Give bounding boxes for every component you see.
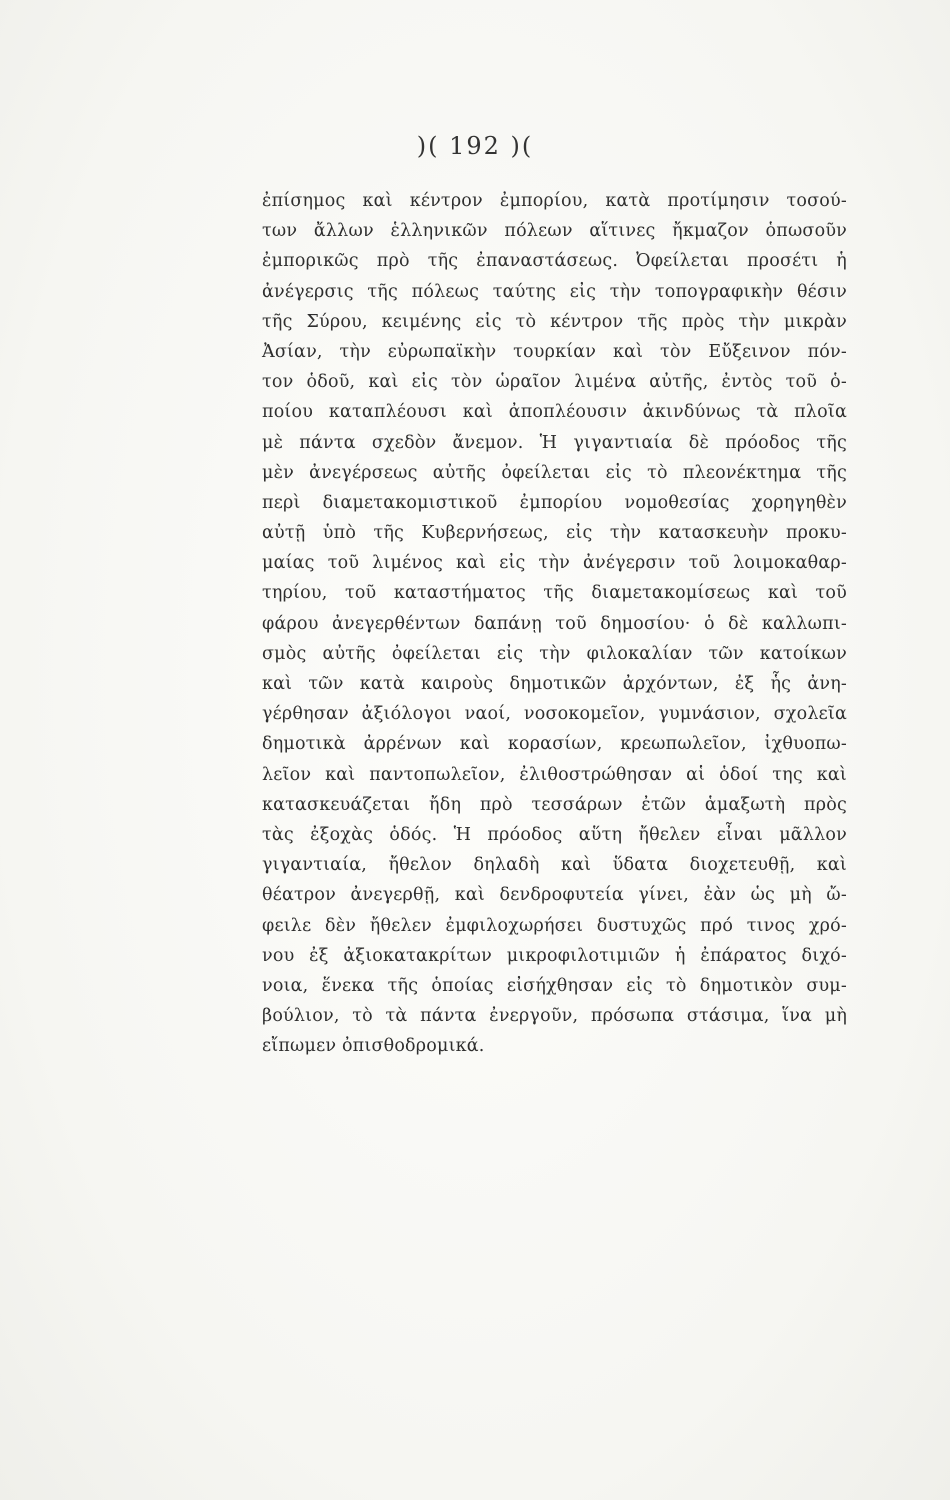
text-line: φάρου ἀνεγερθέντων δαπάνῃ τοῦ δημοσίου· ὁ δὲ καλλωπι- bbox=[262, 613, 847, 634]
text-line: ἀνέγερσις τῆς πόλεως ταύτης εἰς τὴν τοπογραφικὴν θέσιν bbox=[262, 281, 847, 302]
text-line: εἴπωμεν ὀπισθοδρομικά. bbox=[262, 1036, 485, 1057]
text-line: λεῖον καὶ παντοπωλεῖον, ἐλιθοστρώθησαν αἱ ὁδοί της καὶ bbox=[262, 764, 847, 785]
text-line: περὶ διαμετακομιστικοῦ ἐμπορίου νομοθεσίας χορηγηθὲν bbox=[262, 492, 847, 513]
text-line: θέατρον ἀνεγερθῇ, καὶ δενδροφυτεία γίνει, ἐὰν ὡς μὴ ὤ- bbox=[262, 885, 847, 906]
text-line: των ἄλλων ἑλληνικῶν πόλεων αἵτινες ἤκμαζον ὁπωσοῦν bbox=[262, 221, 847, 242]
text-line: ποίου καταπλέουσι καὶ ἀποπλέουσιν ἀκινδύνως τὰ πλοῖα bbox=[262, 402, 847, 423]
text-line: κατασκευάζεται ἤδη πρὸ τεσσάρων ἐτῶν ἁμαξωτὴ πρὸς bbox=[262, 794, 847, 815]
text-line: γιγαντιαία, ἤθελον δηλαδὴ καὶ ὕδατα διοχετευθῇ, καὶ bbox=[262, 855, 847, 876]
body-text bbox=[262, 186, 847, 1061]
text-line: νοια, ἕνεκα τῆς ὁποίας εἰσήχθησαν εἰς τὸ δημοτικὸν συμ- bbox=[262, 975, 847, 996]
text-line: τον ὁδοῦ, καὶ εἰς τὸν ὡραῖον λιμένα αὐτῆς, ἐντὸς τοῦ ὁ- bbox=[262, 372, 847, 393]
text-line: σμὸς αὐτῆς ὀφείλεται εἰς τὴν φιλοκαλίαν τῶν κατοίκων bbox=[262, 643, 847, 664]
text-line: ἐπίσημος καὶ κέντρον ἐμπορίου, κατὰ προτίμησιν τοσού- bbox=[262, 191, 847, 211]
text-line: τηρίου, τοῦ καταστήματος τῆς διαμετακομίσεως καὶ τοῦ bbox=[262, 583, 847, 604]
text-line: φειλε δὲν ἤθελεν ἐμφιλοχωρήσει δυστυχῶς πρό τινος χρό- bbox=[262, 915, 847, 936]
text-line: μαίας τοῦ λιμένος καὶ εἰς τὴν ἀνέγερσιν τοῦ λοιμοκαθαρ- bbox=[262, 553, 847, 574]
text-line: μὲν ἀνεγέρσεως αὐτῆς ὀφείλεται εἰς τὸ πλεονέκτημα τῆς bbox=[262, 462, 847, 483]
text-line: γέρθησαν ἀξιόλογοι ναοί, νοσοκομεῖον, γυμνάσιον, σχολεῖα bbox=[262, 704, 847, 725]
text-line: δημοτικὰ ἀρρένων καὶ κορασίων, κρεωπωλεῖον, ἰχθυοπω- bbox=[262, 734, 847, 755]
text-line: νου ἐξ ἀξιοκατακρίτων μικροφιλοτιμιῶν ἡ ἐπάρατος διχό- bbox=[262, 945, 847, 966]
text-line: βούλιον, τὸ τὰ πάντα ἐνεργοῦν, πρόσωπα στάσιμα, ἵνα μὴ bbox=[262, 1006, 847, 1027]
page-number: )( 192 )( bbox=[416, 132, 534, 160]
text-line: καὶ τῶν κατὰ καιροὺς δημοτικῶν ἀρχόντων, ἐξ ἧς ἀνη- bbox=[262, 674, 847, 694]
text-line: αὐτῇ ὑπὸ τῆς Κυβερνήσεως, εἰς τὴν κατασκευὴν προκυ- bbox=[262, 523, 847, 544]
text-line: μὲ πάντα σχεδὸν ἄνεμον. Ἡ γιγαντιαία δὲ πρόοδος τῆς bbox=[262, 432, 847, 453]
text-line: Ἀσίαν, τὴν εὐρωπαϊκὴν τουρκίαν καὶ τὸν Εὔξεινον πόν- bbox=[262, 341, 847, 362]
text-line: τῆς Σύρου, κειμένης εἰς τὸ κέντρον τῆς πρὸς τὴν μικρὰν bbox=[262, 311, 847, 332]
text-line: ἐμπορικῶς πρὸ τῆς ἐπαναστάσεως. Ὀφείλεται προσέτι ἡ bbox=[262, 251, 847, 272]
text-line: τὰς ἐξοχὰς ὁδός. Ἡ πρόοδος αὕτη ἤθελεν εἶναι μᾶλλον bbox=[262, 824, 847, 845]
